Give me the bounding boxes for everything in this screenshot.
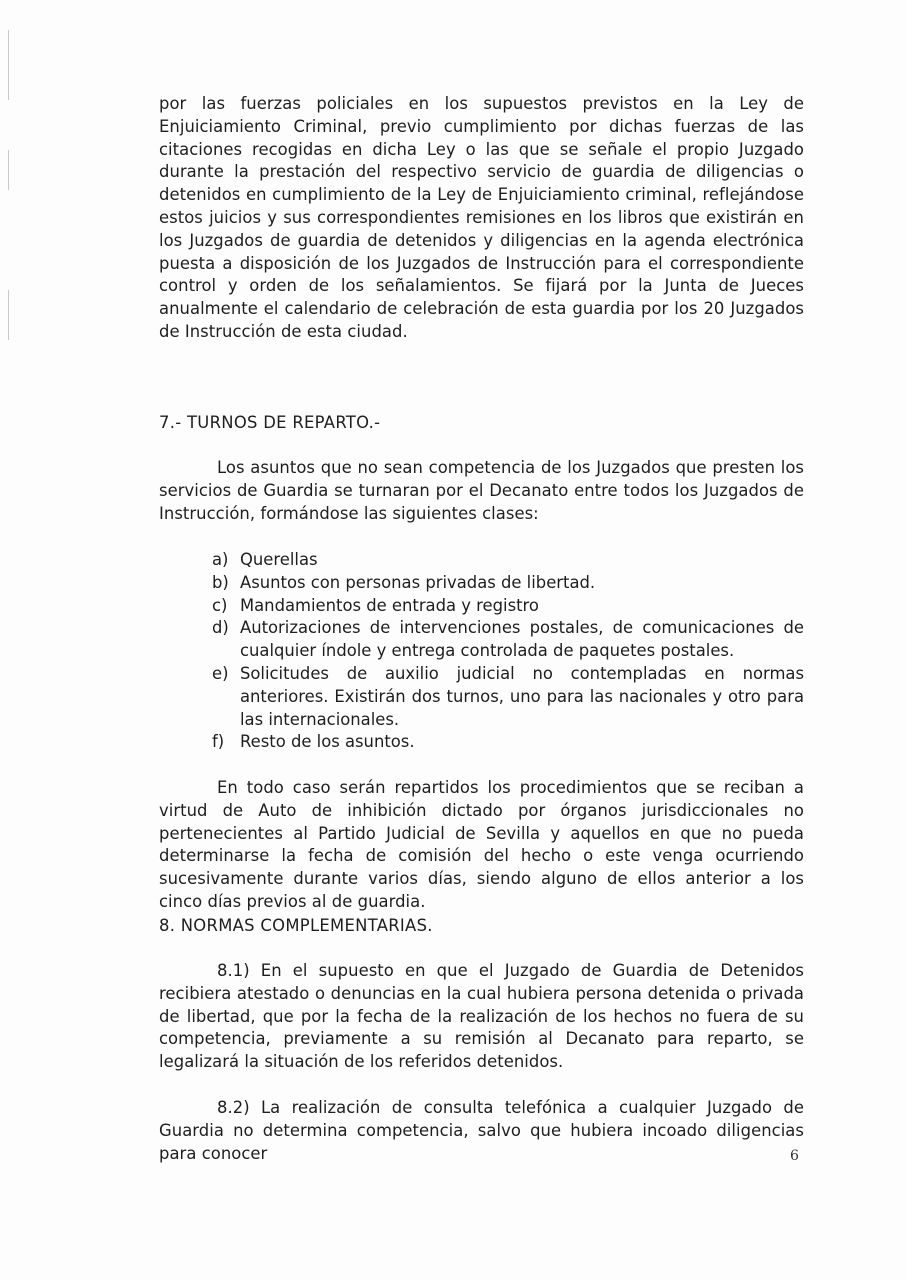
page-number: 6 (790, 1148, 799, 1164)
list-marker: d) (212, 618, 229, 638)
list-item-text: Querellas (240, 550, 318, 569)
list-item-text: Resto de los asuntos. (240, 732, 415, 752)
list-item-text: Solicitudes de auxilio judicial no contempladas en normas anteriores. Existirán dos turnos, uno para las nacionales y otro para las internacionales. (240, 663, 804, 729)
list-marker: a) (212, 550, 229, 569)
section-7-closing-paragraph (159, 777, 804, 914)
section-8-heading: 8. NORMAS COMPLEMENTARIAS. (159, 916, 433, 935)
list-item-text: Autorizaciones de intervenciones postales, de comunicaciones de cualquier índole y entrega controlada de paquetes postales. (240, 618, 804, 661)
list-marker: c) (212, 595, 228, 615)
paragraph-8-2-text: 8.2) La realización de consulta telefónica a cualquier Juzgado de Guardia no determina competencia, salvo que hubiera incoado diligencias para conocer (159, 1098, 804, 1163)
intro-paragraph (159, 93, 804, 344)
list-item (212, 731, 804, 754)
classes-list (212, 549, 804, 754)
scan-artifact (8, 150, 9, 190)
list-item (212, 549, 804, 572)
paragraph-8-1 (159, 960, 804, 1074)
list-item-text: Mandamientos de entrada y registro (240, 595, 539, 615)
list-item (212, 595, 804, 618)
paragraph-8-2 (159, 1097, 804, 1165)
scan-artifact (8, 290, 9, 340)
section-7-heading: 7.- TURNOS DE REPARTO.- (159, 413, 381, 432)
list-item (212, 572, 804, 595)
section-7-closing-text: En todo caso serán repartidos los procedimientos que se reciban a virtud de Auto de inhibición dictado por órganos jurisdiccionales no pertenecientes al Partido Judicial de Sevilla y aquellos en que no pueda determinarse la fecha de comisión del hecho o este venga ocurriendo sucesivamente durante varios días, siendo alguno de ellos anterior a los cinco días previos al de guardia. (159, 778, 804, 911)
list-marker: f) (212, 732, 225, 752)
paragraph-8-1-text: 8.1) En el supuesto en que el Juzgado de Guardia de Detenidos recibiera atestado o denuncias en la cual hubiera persona detenida o privada de libertad, que por la fecha de la realización de los hechos no fuera de su competencia, previamente a su remisión al Decanato para reparto, se legalizará la situación de los referidos detenidos. (159, 961, 804, 1072)
section-7-paragraph (159, 457, 804, 525)
scan-artifact (8, 30, 9, 100)
list-item-text: Asuntos con personas privadas de libertad. (240, 572, 596, 592)
list-marker: b) (212, 572, 229, 592)
list-item (212, 617, 804, 663)
section-7-paragraph-text: Los asuntos que no sean competencia de los Juzgados que presten los servicios de Guardia se turnaran por el Decanato entre todos los Juzgados de Instrucción, formándose las siguientes clases: (159, 458, 804, 523)
intro-paragraph-text: por las fuerzas policiales en los supuestos previstos en la Ley de Enjuiciamiento Criminal, previo cumplimiento por dichas fuerzas de las citaciones recogidas en dicha Ley o las que se señale el propio Juzgado durante la prestación del respectivo servicio de guardia de diligencias o detenidos en cumplimiento de la Ley de Enjuiciamiento criminal, reflejándose estos juicios y sus correspondientes remisiones en los libros que existirán en los Juzgados de guardia de detenidos y diligencias en la agenda electrónica puesta a disposición de los Juzgados de Instrucción para el correspondiente control y orden de los señalamientos. Se fijará por la Junta de Jueces anualmente el calendario de celebración de esta guardia por los 20 Juzgados de Instrucción de esta ciudad. (159, 94, 804, 341)
list-marker: e) (212, 663, 229, 683)
list-item (212, 663, 804, 731)
